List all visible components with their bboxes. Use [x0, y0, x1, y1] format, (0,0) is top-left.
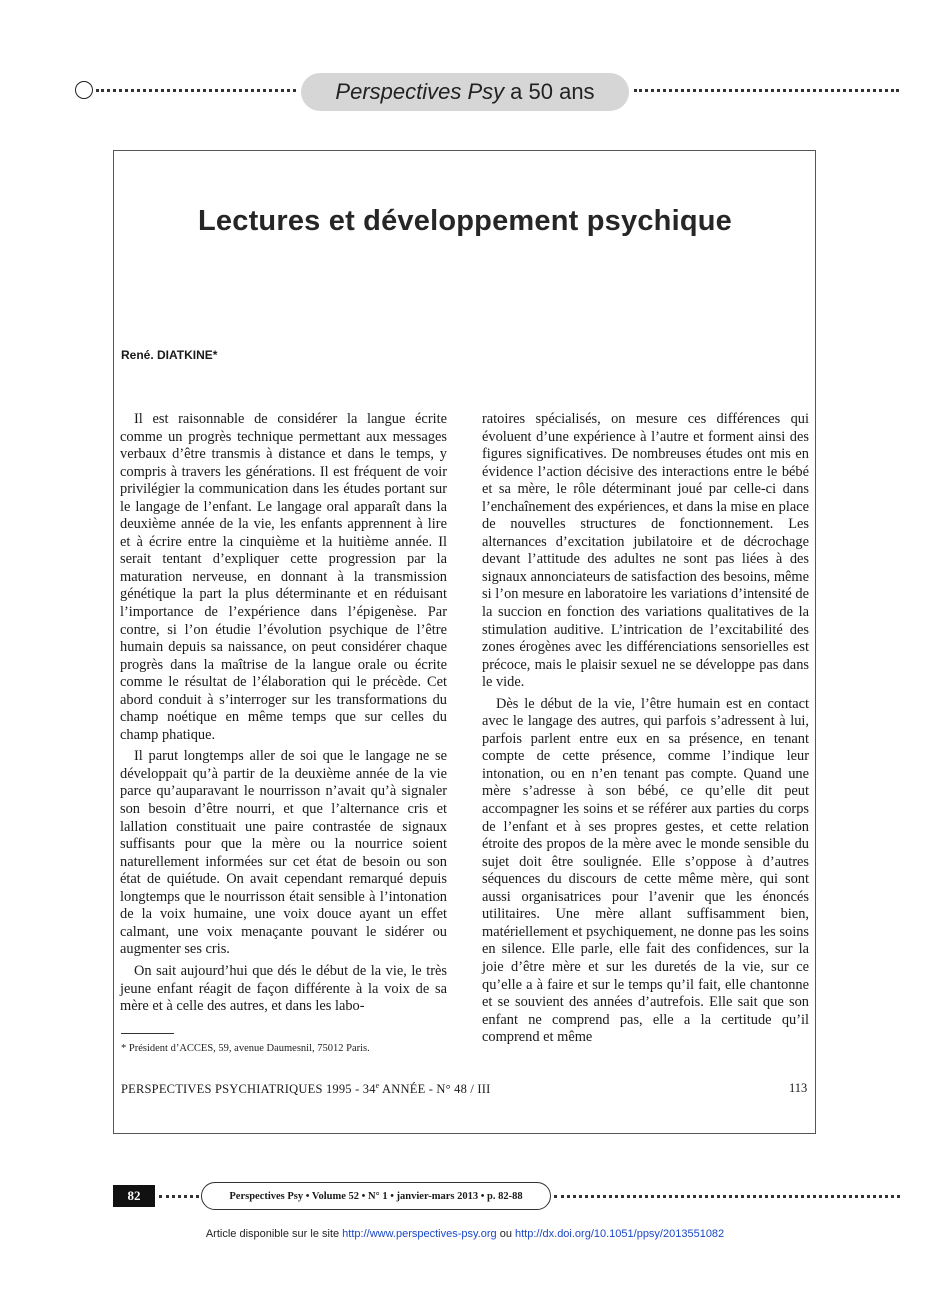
availability-prefix: Article disponible sur le site [205, 1228, 343, 1240]
journal-anniversary-banner [301, 73, 629, 111]
left-paragraph-2: Il parut longtemps aller de soi que le langage ne se développait qu’à partir de la deuxième année de la vie parce qu’auparavant le nourrisson n’avait qu’à signaler son besoin d’être nourri, et que l’alternance cris et lallation constituait une paire contrastée de signaux suffisants pour que la mère ou la nourrice soient naturellement informées sur cet état de besoin ou son état de quiétude. On avait cependant remarqué depuis longtemps que le nourrisson était sensible à l’intonation de la voix humaine, une voix douce ayant un effet calmant, une voix menaçante pouvant le sidérer ou augmenter ses cris. [120, 748, 447, 958]
journal-footer-superscript: e [375, 1081, 380, 1090]
journal-name: Perspectives Psy [335, 79, 505, 104]
right-column [482, 411, 809, 1051]
doi-link[interactable]: http://dx.doi.org/10.1051/ppsy/2013551082 [515, 1228, 725, 1240]
header-circle-ornament [75, 81, 93, 99]
right-paragraph-2: Dès le début de la vie, l’être humain est en contact avec le langage des autres, qui parfois s’adressent à lui, parfois parlent entre eux en sa présence, en tenant compte de cette présence, comme l’indique leur intonation, ou en n’en tenant pas compte. Quand une mère s’adresse à son bébé, ce qu’elle dit peut accompagner les soins et se référer aux parties du corps de l’enfant et à ses propres gestes, et cette relation étroite des propos de la mère avec le monde sensible du sujet doit être soulignée. Elle s’oppose à d’autres séquences du discours de cette même mère, qui sont aussi organisatrices pour l’avenir que les énoncés utilitaires. Une mère allant suffisamment bien, matériellement et psychiquement, ne donne pas les soins en silence. Elle parle, elle fait des confidences, sur la joie d’être mère et sur les duretés de la vie, sur ce qu’elle a à faire et sur le temps qu’il fait, elle chantonne et se souvient des années d’autrefois. Elle sait que son enfant ne comprend pas, elle a la certitude qu’il comprend et même [482, 695, 809, 1046]
footer-dotted-line-left [159, 1195, 199, 1198]
footnote-rule [121, 1033, 174, 1034]
journal-footer-suffix: ANNÉE - N° 48 / III [379, 1082, 491, 1097]
article-author: René. DIATKINE* [121, 348, 218, 362]
original-journal-footer [121, 1081, 490, 1097]
availability-notice [0, 1228, 930, 1240]
journal-footer-prefix: PERSPECTIVES PSYCHIATRIQUES 1995 - 34 [121, 1082, 376, 1097]
author-footnote: * Président d’ACCES, 59, avenue Daumesnil, 75012 Paris. [121, 1043, 370, 1054]
citation-banner: Perspectives Psy • Volume 52 • N° 1 • janvier-mars 2013 • p. 82-88 [201, 1182, 551, 1210]
header-dotted-line-right [634, 89, 899, 92]
page-number-badge: 82 [113, 1185, 155, 1207]
header-dotted-line-left [96, 89, 296, 92]
left-column [120, 411, 447, 1020]
footer-dotted-line-right [554, 1195, 900, 1198]
right-paragraph-1: ratoires spécialisés, on mesure ces différences qui évoluent d’une expérience à l’autre et forment ainsi des figures significatives. De nombreuses études ont mis en évidence l’action décisive des interactions entre le bébé et sa mère, le rôle déterminant joué par celle-ci dans l’enchaînement des expériences, et dans la mise en place de nouvelles structures de fonctionnement. Les alternances d’excitation jubilatoire et de décrochage devant l’attitude des adultes ne sont pas liées à des signaux annonciateurs de satisfaction des besoins, même si l’on mesure en laboratoire les variations d’intensité de la succion en fonction des variations qualitatives de la stimulation auditive. L’intrication de l’excitabilité des zones érogènes avec les différenciations sensorielles est précoce, mais le plaisir sexuel ne se développe pas dans le vide. [482, 411, 809, 691]
left-paragraph-1: Il est raisonnable de considérer la langue écrite comme un progrès technique permettant aux messages verbaux d’être transmis à distance et dans le temps, y compris à travers les générations. Il est fréquent de voir privilégier la communication dans les études portant sur le langage de l’enfant. Le langage oral apparaît dans la deuxième année de la vie, les enfants apprennent à lire et à écrire entre la cinquième et la huitième année. Il serait tentant d’expliquer cette progression par la maturation nerveuse, en donnant à la transmission génétique la part la plus déterminante et en réduisant l’importance de l’expérience dans l’épigenèse. Par contre, si l’on étudie l’évolution psychique de l’être humain depuis sa naissance, on peut considérer chaque progrès dans la maîtrise de la langue orale ou écrite comme le résultat de l’élaboration qui le précède. Cet abord conduit à s’interroger sur les transformations du champ noétique en même temps que sur celles du champ phatique. [120, 411, 447, 743]
anniversary-text: a 50 ans [510, 79, 595, 104]
original-page-number: 113 [789, 1081, 808, 1095]
availability-middle: ou [496, 1228, 515, 1240]
left-paragraph-3: On sait aujourd’hui que dés le début de la vie, le très jeune enfant réagit de façon différente à la voix de sa mère et à celle des autres, et dans les labo- [120, 962, 447, 1015]
article-title: Lectures et développement psychique [198, 205, 732, 237]
site-link[interactable]: http://www.perspectives-psy.org [342, 1228, 497, 1240]
